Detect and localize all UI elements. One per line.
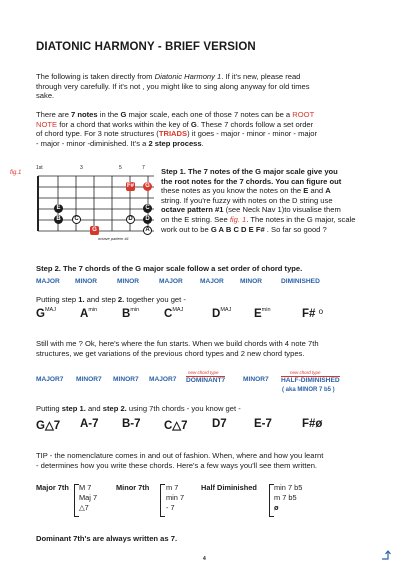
- page-number: 4: [203, 556, 206, 562]
- dominant-note: Dominant 7th's are always written as 7.: [36, 534, 178, 543]
- seventh-chords-row: [36, 418, 376, 434]
- fret-dot: E: [54, 204, 63, 213]
- figure-label: fig.1: [10, 170, 22, 176]
- chord-type: MINOR7: [76, 376, 102, 383]
- fret-dot: A: [143, 226, 152, 235]
- chord-type: MINOR: [240, 278, 262, 285]
- return-arrow-icon[interactable]: [380, 549, 392, 561]
- chord-symbol: B-7: [122, 418, 141, 430]
- book-title: Diatonic Harmony 1: [154, 72, 222, 81]
- nomenclature-form: m 7: [166, 483, 179, 492]
- chord-symbol: G△7: [36, 420, 61, 432]
- fret-dot: B: [54, 215, 63, 224]
- fretboard-diagram: [36, 162, 156, 242]
- chord-type: MAJOR7: [36, 376, 64, 383]
- chord-symbol: C△7: [164, 420, 188, 432]
- chord-symbol: E-7: [254, 418, 272, 430]
- chord-symbol: $E^{min}$: [254, 307, 271, 320]
- step2-heading: Step 2. The 7 chords of the G major scale follow a set order of chord type.: [36, 264, 303, 273]
- chord-type: DOMINANT7: [186, 377, 226, 384]
- page-title: DIATONIC HARMONY - BRIEF VERSION: [36, 41, 256, 53]
- figure-caption: octave pattern #1: [98, 236, 129, 241]
- root-note-highlight: NOTE: [36, 119, 58, 129]
- putting-together-sevenths: Putting step 1. and step 2. using 7th chords - you know get -: [36, 404, 241, 413]
- fret-label: 1st: [36, 165, 43, 171]
- nomenclature-label: Major 7th: [36, 483, 69, 492]
- chord-type: MINOR: [75, 278, 97, 285]
- chord-symbol: $C^{MAJ}$: [164, 307, 184, 320]
- fret-dot: G: [143, 182, 152, 191]
- nomenclature-label: Half Diminished: [201, 483, 257, 492]
- chord-symbol: $A^{min}$: [80, 307, 98, 320]
- chord-symbol: F#ø: [302, 418, 323, 430]
- nomenclature-form: m 7 b5: [274, 493, 297, 502]
- step1-paragraph: Step 1. The 7 notes of the G major scale give you the root notes for the 7 chords. You can figure out these notes as you know the notes on the E and A string. If you're fuzzy with notes on the D string use octave pattern #1 (see Neck Nav 1)to visualise them on the E string. See fig. 1. The notes in the G major, scale work out to be G A B C D E F# . So far so good ?: [161, 167, 356, 234]
- chord-symbol: $G^{MAJ}$: [36, 307, 56, 320]
- nomenclature-table: [36, 483, 381, 533]
- chord-symbol: D7: [212, 418, 227, 430]
- nomenclature-form: △7: [79, 503, 89, 512]
- fret-label: 3: [80, 165, 83, 171]
- intro-text: The following is taken directly from: [36, 72, 155, 81]
- nomenclature-form: M 7: [79, 483, 92, 492]
- triad-chords-row: [36, 308, 376, 324]
- fret-label: 5: [119, 165, 122, 171]
- nomenclature-form: ø: [274, 503, 279, 512]
- triads-highlight: TRIADS: [158, 129, 188, 139]
- tip-paragraph: TIP - the nomenclature comes in and out of fashion. When, where and how you learnt - determines how you write these chords. Here's a few ways you'll see them written.: [36, 451, 324, 470]
- intro-paragraph: [36, 72, 310, 101]
- putting-together-triads: Putting step 1. and step 2. together you get -: [36, 295, 186, 304]
- fret-dot: D: [126, 215, 135, 224]
- fret-dot: C: [72, 215, 81, 224]
- chord-type: MINOR: [117, 278, 139, 285]
- nomenclature-form: - 7: [166, 503, 175, 512]
- chord-type: MINOR7: [243, 376, 269, 383]
- chord-type: MAJOR7: [149, 376, 177, 383]
- chord-type: HALF-DIMINISHED: [281, 377, 340, 384]
- fret-label: 7: [142, 165, 145, 171]
- fret-dot: D: [143, 215, 152, 224]
- fret-dot: F#: [126, 183, 134, 189]
- nomenclature-label: Minor 7th: [116, 483, 150, 492]
- new-chord-type-note: new chord type: [290, 370, 321, 375]
- chord-symbol: $B^{min}$: [122, 307, 140, 320]
- nomenclature-form: min 7: [166, 493, 185, 502]
- fret-dot: C: [143, 204, 152, 213]
- nomenclature-form: min 7 b5: [274, 483, 303, 492]
- root-note-highlight: ROOT: [292, 110, 315, 119]
- chord-order-paragraph: There are 7 notes in the G major scale, each one of those 7 notes can be a ROOT NOTE for a chord that works within the key of G. These 7 chords follow a set order of chord type. For 3 note structures (TRIADS) it goes - major - minor - minor - major - major - minor -diminished. It's a 2 step process.: [36, 110, 318, 148]
- chord-symbol: $D^{MAJ}$: [212, 307, 232, 320]
- chord-type: DIMINISHED: [281, 278, 320, 285]
- scale-notes: G A B C D E F#: [210, 224, 265, 234]
- intro-text: sake.: [36, 91, 55, 101]
- triad-types-row: [36, 278, 376, 288]
- chord-symbol: A-7: [80, 418, 99, 430]
- intro-text: through very carefully. If it's not , you might like to sing along anyway for old times: [36, 81, 310, 91]
- new-chord-type-note: new chord type: [188, 370, 219, 375]
- chord-type: MAJOR: [36, 278, 60, 285]
- seventh-intro-paragraph: Still with me ? Ok, here's where the fun starts. When we build chords with 4 note 7th structures, we get variations of the previous chord types and 2 new chord types.: [36, 339, 319, 358]
- chord-type: MAJOR: [159, 278, 183, 285]
- intro-text: . If it's new, please read: [221, 72, 301, 81]
- aka-note: ( aka MINOR 7 b5 ): [282, 387, 335, 393]
- chord-symbol: F# $^o$: [302, 307, 324, 320]
- bracket: [160, 484, 165, 517]
- fret-dot: G: [90, 226, 99, 235]
- seventh-types-row: [36, 376, 381, 386]
- chord-type: MINOR7: [113, 376, 139, 383]
- chord-type: MAJOR: [200, 278, 224, 285]
- nomenclature-form: Maj 7: [79, 493, 98, 502]
